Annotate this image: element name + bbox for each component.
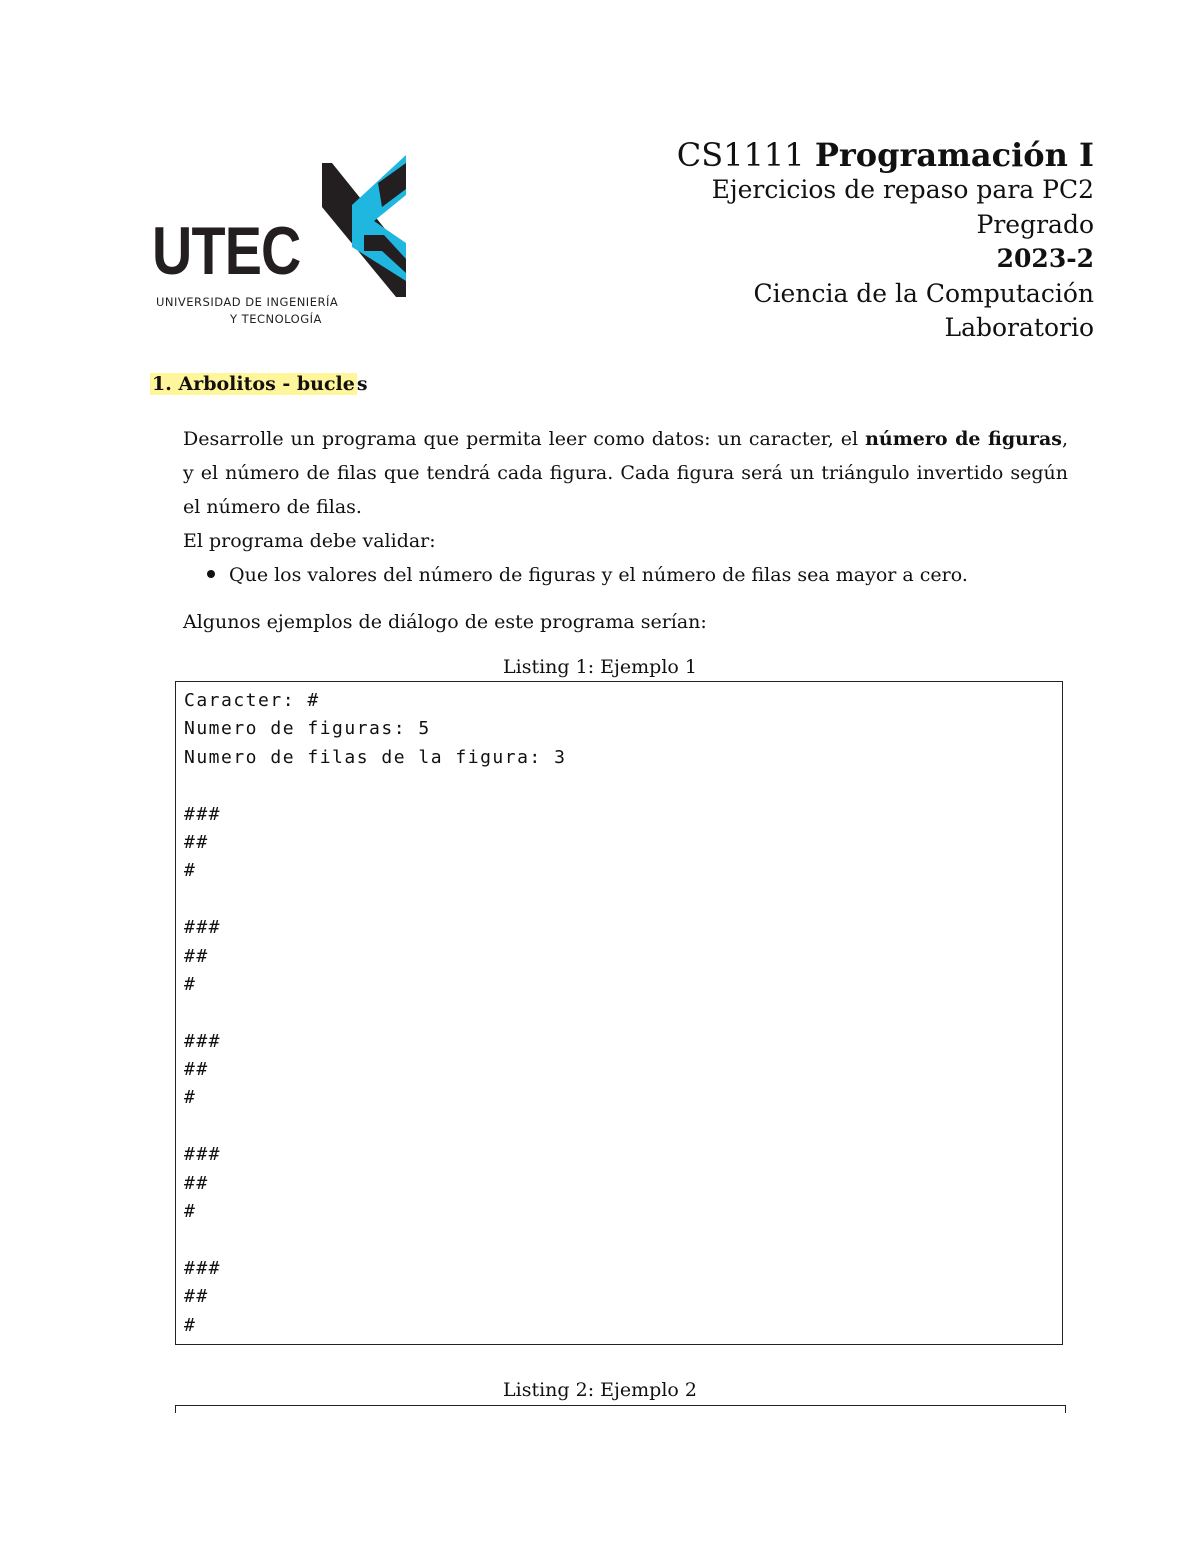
code-line: Caracter: # — [184, 690, 320, 711]
code-line — [184, 886, 566, 914]
code-line: ### — [184, 917, 222, 939]
header-subtitle: Ejercicios de repaso para PC2 — [711, 175, 1094, 204]
code-line: ## — [184, 1286, 209, 1308]
section-heading-highlight — [150, 373, 357, 395]
code-line — [184, 1113, 566, 1141]
code-line: ### — [184, 1030, 222, 1052]
bullet-icon — [207, 570, 215, 578]
code-line: # — [184, 1314, 197, 1336]
course-title — [677, 137, 1094, 173]
paragraph-2: El programa debe validar: — [183, 530, 436, 552]
logo-wordmark: UTEC — [152, 213, 301, 289]
header-level: Pregrado — [976, 209, 1094, 239]
examples-intro: Algunos ejemplos de diálogo de este programa serían: — [183, 611, 707, 633]
validation-text: Que los valores del número de figuras y el número de filas sea mayor a cero. — [229, 564, 968, 586]
code-line: ## — [184, 831, 209, 853]
logo-subtitle-line2: Y TECNOLOGÍA — [230, 312, 322, 326]
course-code: CS1111 — [676, 136, 805, 174]
code-line: # — [184, 1087, 197, 1109]
listing-1-caption: Listing 1: Ejemplo 1 — [503, 656, 697, 678]
code-line: ### — [184, 1144, 222, 1166]
listing-2-caption: Listing 2: Ejemplo 2 — [503, 1379, 697, 1401]
section-heading — [150, 368, 368, 400]
section-title: Arbolitos - bucle — [178, 373, 355, 395]
document-header — [677, 137, 1094, 346]
code-line — [184, 772, 566, 800]
listing-1-lines — [184, 687, 566, 1340]
header-term: 2023-2 — [996, 244, 1094, 273]
paragraph-1-start: Desarrolle un programa que permita leer como datos: un caracter, el — [183, 428, 866, 450]
code-line: # — [184, 973, 197, 995]
code-line: ## — [184, 1172, 209, 1194]
course-name: Programación I — [814, 136, 1094, 174]
code-line: # — [184, 1201, 197, 1223]
code-line: Numero de filas de la figura: 3 — [184, 746, 567, 768]
logo-mark-icon — [322, 155, 408, 297]
paragraph-1 — [183, 422, 1068, 524]
logo-subtitle-line1: UNIVERSIDAD DE INGENIERÍA — [156, 295, 339, 309]
paragraph-1-end: , y el número de filas que tendrá cada figura. Cada figura será un triángulo invertido según el número de filas. — [183, 428, 1068, 518]
utec-logo — [150, 155, 412, 330]
listing-2-code-box — [175, 1405, 1066, 1413]
paragraph-1-bold: número de figuras — [865, 428, 1062, 450]
section-number: 1. — [152, 373, 172, 395]
header-program: Ciencia de la Computación — [753, 278, 1094, 308]
code-line: # — [184, 860, 197, 882]
exercise-description — [183, 422, 1068, 558]
validation-list-item — [207, 558, 968, 592]
header-type: Laboratorio — [944, 313, 1094, 342]
code-line — [184, 1226, 566, 1254]
section-title-tail: s — [356, 373, 368, 395]
code-line: Numero de figuras: 5 — [184, 718, 431, 740]
code-line: ### — [184, 803, 222, 825]
code-line: ### — [184, 1257, 222, 1279]
listing-1-code-box — [175, 681, 1063, 1345]
code-line — [184, 999, 566, 1027]
code-line: ## — [184, 1059, 209, 1081]
code-line: ## — [184, 945, 209, 967]
